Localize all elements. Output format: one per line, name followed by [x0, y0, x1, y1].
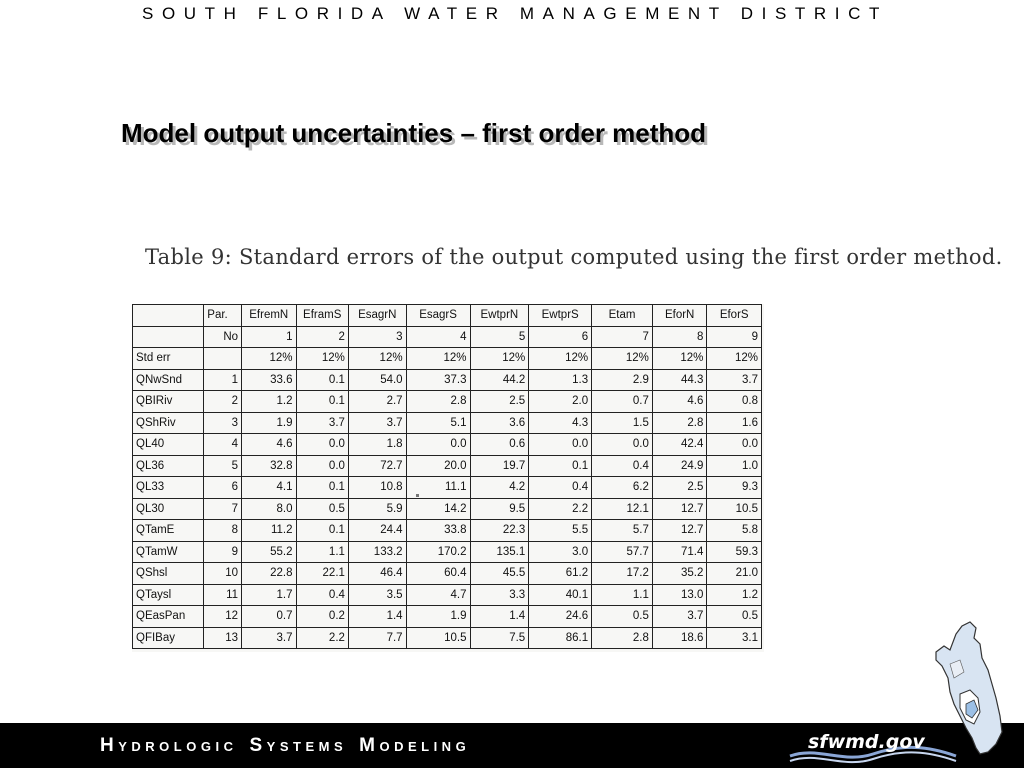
table-cell: 11.2 [242, 520, 297, 542]
table-cell: 1.8 [348, 434, 406, 456]
table-cell [204, 348, 242, 370]
table-row [133, 584, 762, 606]
table-cell: 9.3 [707, 477, 762, 499]
table-cell: 2 [296, 326, 348, 348]
table-cell: 0.5 [707, 606, 762, 628]
table-cell: 2.5 [652, 477, 707, 499]
table-row [133, 369, 762, 391]
table-cell: 12.7 [652, 498, 707, 520]
footer-word-initial: H [100, 735, 119, 756]
row-label-cell: QTamE [133, 520, 204, 542]
footer-word-rest: YSTEMS [266, 739, 348, 754]
table-cell: 42.4 [652, 434, 707, 456]
table-cell: 7 [592, 326, 653, 348]
table-cell: 22.1 [296, 563, 348, 585]
table-cell: 7 [204, 498, 242, 520]
table-cell: 8 [652, 326, 707, 348]
table-cell: 2.9 [592, 369, 653, 391]
table-cell: 0.1 [296, 391, 348, 413]
row-label-cell: QTamW [133, 541, 204, 563]
table-cell: 3 [348, 326, 406, 348]
table-cell: 59.3 [707, 541, 762, 563]
scanned-table-image [132, 304, 764, 652]
row-label-cell: QFIBay [133, 627, 204, 649]
footer-word [249, 735, 348, 756]
footer-program-label [100, 735, 482, 757]
row-label-cell: QShsl [133, 563, 204, 585]
table-cell: 1.0 [707, 455, 762, 477]
footer-word-rest: YDROLOGIC [118, 739, 238, 754]
table-caption: Table 9: Standard errors of the output computed using the first order method. [145, 245, 1003, 269]
table-cell: 11 [204, 584, 242, 606]
table-cell: EsagrN [348, 305, 406, 327]
table-cell: 0.0 [406, 434, 470, 456]
table-cell: Par. [204, 305, 242, 327]
table-cell: 1.3 [529, 369, 592, 391]
table-cell: 4 [406, 326, 470, 348]
footer-word-initial: M [359, 735, 380, 756]
table-cell: 14.2 [406, 498, 470, 520]
row-label-cell: QL30 [133, 498, 204, 520]
table-cell: 0.0 [707, 434, 762, 456]
table-cell: 44.3 [652, 369, 707, 391]
scan-mark [416, 494, 419, 497]
header-number-row [133, 326, 762, 348]
standard-errors-table [132, 304, 762, 649]
table-cell: 2.2 [529, 498, 592, 520]
table-cell: 1.9 [406, 606, 470, 628]
table-cell: 2.5 [470, 391, 529, 413]
table-cell: 1 [204, 369, 242, 391]
table-cell: 1.2 [707, 584, 762, 606]
row-label-cell: QBIRiv [133, 391, 204, 413]
table-cell: 2 [204, 391, 242, 413]
table-cell: 12% [406, 348, 470, 370]
table-cell: 2.8 [406, 391, 470, 413]
table-cell: 12% [652, 348, 707, 370]
table-cell: EwtprS [529, 305, 592, 327]
table-cell: 24.4 [348, 520, 406, 542]
table-cell: 7.5 [470, 627, 529, 649]
table-cell: 0.8 [707, 391, 762, 413]
table-cell: EsagrS [406, 305, 470, 327]
table-cell: 1.1 [592, 584, 653, 606]
table-cell: 12 [204, 606, 242, 628]
table-cell: 1.4 [470, 606, 529, 628]
table-cell: 1.1 [296, 541, 348, 563]
table-cell: 6.2 [592, 477, 653, 499]
table-cell: 57.7 [592, 541, 653, 563]
std-err-row [133, 348, 762, 370]
table-cell: 1.7 [242, 584, 297, 606]
table-cell: 4.6 [242, 434, 297, 456]
table-cell: 21.0 [707, 563, 762, 585]
table-cell: 12% [470, 348, 529, 370]
table-cell: 0.6 [470, 434, 529, 456]
table-cell: No [204, 326, 242, 348]
table-cell: 45.5 [470, 563, 529, 585]
table-cell: 33.6 [242, 369, 297, 391]
table-cell: 4.6 [652, 391, 707, 413]
table-cell: 0.5 [592, 606, 653, 628]
table-cell: 10.5 [406, 627, 470, 649]
table-cell: 32.8 [242, 455, 297, 477]
table-cell: 2.0 [529, 391, 592, 413]
table-cell: 1.6 [707, 412, 762, 434]
table-cell: 19.7 [470, 455, 529, 477]
table-cell: 3.6 [470, 412, 529, 434]
table-cell: 86.1 [529, 627, 592, 649]
table-cell: 4 [204, 434, 242, 456]
table-cell: 8.0 [242, 498, 297, 520]
row-label-cell [133, 305, 204, 327]
table-cell: 24.9 [652, 455, 707, 477]
row-label-cell: QTaysl [133, 584, 204, 606]
table-cell: 9 [707, 326, 762, 348]
table-cell: 0.1 [296, 520, 348, 542]
row-label-cell [133, 326, 204, 348]
table-cell: 1.2 [242, 391, 297, 413]
table-cell: 61.2 [529, 563, 592, 585]
sfwmd-logo-text[interactable]: sfwmd.gov [808, 731, 925, 753]
table-cell: 10.8 [348, 477, 406, 499]
table-row [133, 627, 762, 649]
table-cell: 0.4 [529, 477, 592, 499]
table-cell: 9 [204, 541, 242, 563]
table-cell: 55.2 [242, 541, 297, 563]
table-cell: 12% [296, 348, 348, 370]
table-cell: EwtprN [470, 305, 529, 327]
table-cell: 12.1 [592, 498, 653, 520]
table-cell: 5.7 [592, 520, 653, 542]
table-row [133, 541, 762, 563]
district-header: SOUTH FLORIDA WATER MANAGEMENT DISTRICT [142, 4, 888, 23]
table-cell: 40.1 [529, 584, 592, 606]
table-cell: 1.5 [592, 412, 653, 434]
table-cell: 10.5 [707, 498, 762, 520]
table-cell: EforN [652, 305, 707, 327]
table-cell: 46.4 [348, 563, 406, 585]
table-cell: 2.8 [652, 412, 707, 434]
row-label-cell: QShRiv [133, 412, 204, 434]
table-cell: 12% [348, 348, 406, 370]
table-cell: 2.8 [592, 627, 653, 649]
table-cell: 0.0 [296, 434, 348, 456]
table-cell: 6 [529, 326, 592, 348]
table-cell: 0.2 [296, 606, 348, 628]
table-cell: 11.1 [406, 477, 470, 499]
table-cell: 0.1 [529, 455, 592, 477]
footer-word [359, 735, 471, 756]
table-cell: 1.4 [348, 606, 406, 628]
table-row [133, 563, 762, 585]
table-cell: 12% [242, 348, 297, 370]
table-cell: EfremN [242, 305, 297, 327]
table-cell: 33.8 [406, 520, 470, 542]
table-cell: 13 [204, 627, 242, 649]
table-cell: 0.4 [592, 455, 653, 477]
table-cell: 5 [204, 455, 242, 477]
table-cell: 3.5 [348, 584, 406, 606]
table-cell: 3.3 [470, 584, 529, 606]
florida-map-icon [930, 620, 1008, 756]
table-cell: 17.2 [592, 563, 653, 585]
table-cell: 0.0 [529, 434, 592, 456]
header-row [133, 305, 762, 327]
table-cell: 8 [204, 520, 242, 542]
row-label-cell: Std err [133, 348, 204, 370]
table-cell: 5.5 [529, 520, 592, 542]
table-cell: 12% [707, 348, 762, 370]
table-row [133, 391, 762, 413]
table-cell: 5.8 [707, 520, 762, 542]
table-cell: 35.2 [652, 563, 707, 585]
table-row [133, 434, 762, 456]
table-cell: 2.7 [348, 391, 406, 413]
table-cell: 18.6 [652, 627, 707, 649]
footer-word [100, 735, 238, 756]
table-cell: 170.2 [406, 541, 470, 563]
table-cell: EframS [296, 305, 348, 327]
footer-bar [0, 723, 1024, 768]
table-cell: 3.7 [296, 412, 348, 434]
table-cell: 3 [204, 412, 242, 434]
table-row [133, 606, 762, 628]
table-cell: 60.4 [406, 563, 470, 585]
table-cell: 9.5 [470, 498, 529, 520]
table-cell: 37.3 [406, 369, 470, 391]
table-cell: 5.1 [406, 412, 470, 434]
table-row [133, 412, 762, 434]
table-cell: 133.2 [348, 541, 406, 563]
table-cell: 13.0 [652, 584, 707, 606]
table-cell: 4.1 [242, 477, 297, 499]
row-label-cell: QL40 [133, 434, 204, 456]
table-cell: 3.7 [348, 412, 406, 434]
table-row [133, 520, 762, 542]
table-cell: 12% [529, 348, 592, 370]
table-cell: 5 [470, 326, 529, 348]
table-cell: 3.0 [529, 541, 592, 563]
footer-word-rest: ODELING [379, 739, 471, 754]
table-cell: 22.3 [470, 520, 529, 542]
table-cell: 0.0 [592, 434, 653, 456]
footer-word-initial: S [249, 735, 267, 756]
table-cell: 3.7 [242, 627, 297, 649]
table-cell: 0.1 [296, 477, 348, 499]
table-cell: 6 [204, 477, 242, 499]
table-cell: 4.7 [406, 584, 470, 606]
table-cell: 44.2 [470, 369, 529, 391]
table-cell: 71.4 [652, 541, 707, 563]
slide-title: Model output uncertainties – first order method [121, 118, 707, 148]
table-cell: 20.0 [406, 455, 470, 477]
table-cell: 4.3 [529, 412, 592, 434]
table-cell: 4.2 [470, 477, 529, 499]
table-cell: 2.2 [296, 627, 348, 649]
table-cell: 54.0 [348, 369, 406, 391]
table-row [133, 477, 762, 499]
table-row [133, 455, 762, 477]
table-cell: 12.7 [652, 520, 707, 542]
table-cell: 0.7 [242, 606, 297, 628]
table-cell: EforS [707, 305, 762, 327]
table-cell: 135.1 [470, 541, 529, 563]
table-row [133, 498, 762, 520]
row-label-cell: QEasPan [133, 606, 204, 628]
table-cell: Etam [592, 305, 653, 327]
table-cell: 24.6 [529, 606, 592, 628]
table-cell: 10 [204, 563, 242, 585]
table-cell: 3.7 [707, 369, 762, 391]
table-cell: 3.7 [652, 606, 707, 628]
table-cell: 1.9 [242, 412, 297, 434]
table-cell: 1 [242, 326, 297, 348]
row-label-cell: QL33 [133, 477, 204, 499]
table-cell: 22.8 [242, 563, 297, 585]
table-cell: 0.4 [296, 584, 348, 606]
table-cell: 7.7 [348, 627, 406, 649]
table-cell: 0.1 [296, 369, 348, 391]
table-cell: 12% [592, 348, 653, 370]
table-cell: 3.1 [707, 627, 762, 649]
table-cell: 0.5 [296, 498, 348, 520]
table-cell: 5.9 [348, 498, 406, 520]
table-cell: 72.7 [348, 455, 406, 477]
row-label-cell: QL36 [133, 455, 204, 477]
table-cell: 0.0 [296, 455, 348, 477]
table-cell: 0.7 [592, 391, 653, 413]
row-label-cell: QNwSnd [133, 369, 204, 391]
